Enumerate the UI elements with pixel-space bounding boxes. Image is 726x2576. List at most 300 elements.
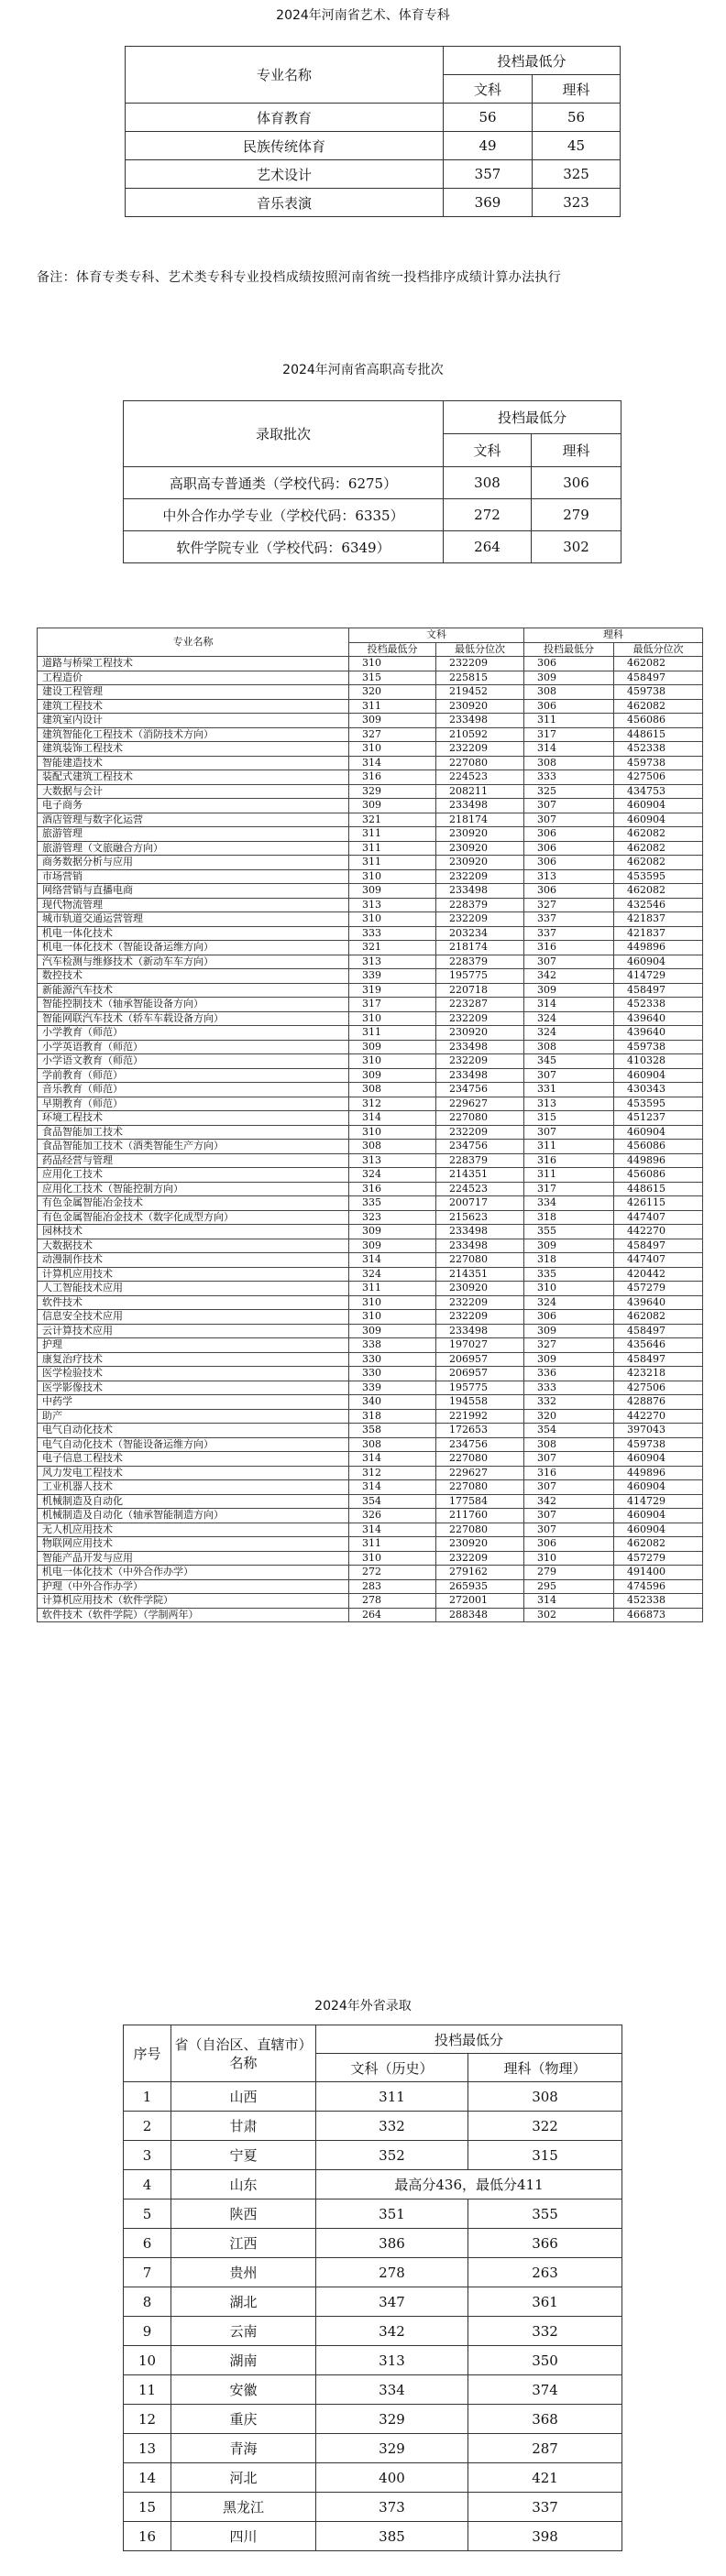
wen-score: 332	[316, 2112, 468, 2141]
li-rank: 449896	[614, 1466, 703, 1480]
table-row	[38, 1395, 703, 1410]
table-row	[124, 2258, 622, 2287]
wen-score: 329	[349, 784, 436, 799]
wen-score: 342	[316, 2317, 468, 2346]
li-rank: 452338	[614, 742, 703, 757]
wen-score: 309	[349, 714, 436, 728]
wen-rank: 195775	[436, 969, 524, 984]
li-score: 307	[524, 955, 614, 969]
li-score: 345	[524, 1054, 614, 1069]
wen-score: 314	[349, 1253, 436, 1268]
wen-rank: 220718	[436, 983, 524, 998]
major-name: 人工智能技术应用	[38, 1282, 349, 1296]
header-wen-score: 投档最低分	[349, 642, 436, 657]
header-like: 理科	[524, 628, 703, 643]
li-rank: 448615	[614, 727, 703, 742]
wen-score: 312	[349, 1097, 436, 1111]
wen-rank: 233498	[436, 799, 524, 813]
table-row	[38, 1196, 703, 1211]
wen-rank: 234756	[436, 1140, 524, 1154]
li-score: 324	[524, 1026, 614, 1041]
province-name: 湖北	[171, 2287, 316, 2317]
li-rank: 451237	[614, 1111, 703, 1126]
table-row	[38, 1494, 703, 1509]
li-rank: 456086	[614, 1140, 703, 1154]
major-name: 学前教育（师范）	[38, 1068, 349, 1083]
li-rank: 458497	[614, 983, 703, 998]
wen-score: 314	[349, 1480, 436, 1495]
li-rank: 462082	[614, 856, 703, 870]
wen-rank: 265935	[436, 1579, 524, 1594]
major-name: 商务数据分析与应用	[38, 856, 349, 870]
wen-score: 358	[349, 1424, 436, 1438]
wen-rank: 211760	[436, 1509, 524, 1523]
li-score: 306	[532, 467, 622, 499]
batch-name: 高职高专普通类（学校代码：6275）	[124, 467, 444, 499]
li-score: 374	[468, 2375, 622, 2405]
li-score: 295	[524, 1579, 614, 1594]
wen-score: 400	[316, 2463, 468, 2493]
wen-score: 333	[349, 926, 436, 941]
table-row	[124, 2405, 622, 2434]
table-row	[38, 1594, 703, 1609]
li-rank: 448615	[614, 1182, 703, 1196]
li-rank: 460904	[614, 813, 703, 827]
wen-score: 308	[444, 467, 532, 499]
wen-score: 316	[349, 1182, 436, 1196]
major-name: 信息安全技术应用	[38, 1310, 349, 1325]
li-rank: 426115	[614, 1196, 703, 1211]
table-row	[38, 955, 703, 969]
table-row	[38, 884, 703, 899]
major-name: 旅游管理	[38, 827, 349, 842]
li-rank: 456086	[614, 1168, 703, 1183]
major-name: 计算机应用技术	[38, 1267, 349, 1282]
wen-score: 310	[349, 1125, 436, 1140]
li-score: 323	[533, 189, 621, 217]
li-rank: 458497	[614, 1324, 703, 1338]
li-rank: 442270	[614, 1225, 703, 1239]
major-name: 汽车检测与维修技术（新动车车方向）	[38, 955, 349, 969]
table-row	[38, 1068, 703, 1083]
table-row	[38, 841, 703, 856]
wen-score: 324	[349, 1267, 436, 1282]
row-no: 4	[124, 2170, 171, 2199]
wen-score: 311	[349, 1537, 436, 1552]
table-row	[38, 1338, 703, 1353]
table-row	[124, 2112, 622, 2141]
wen-rank: 272001	[436, 1594, 524, 1609]
li-rank: 462082	[614, 657, 703, 671]
table-row	[38, 1011, 703, 1026]
row-no: 12	[124, 2405, 171, 2434]
wen-score: 385	[316, 2522, 468, 2551]
li-rank: 432546	[614, 898, 703, 912]
wen-rank: 214351	[436, 1267, 524, 1282]
li-score: 307	[524, 799, 614, 813]
li-score: 308	[468, 2082, 622, 2112]
major-name: 现代物流管理	[38, 898, 349, 912]
wen-rank: 195775	[436, 1381, 524, 1395]
wen-rank: 224523	[436, 1182, 524, 1196]
major-name: 早期教育（师范）	[38, 1097, 349, 1111]
li-score: 355	[468, 2199, 622, 2229]
table-row	[124, 531, 622, 563]
province-name: 宁夏	[171, 2141, 316, 2170]
table-row	[38, 1466, 703, 1480]
li-score: 56	[533, 104, 621, 132]
li-score: 398	[468, 2522, 622, 2551]
li-rank: 449896	[614, 1153, 703, 1168]
li-score: 324	[524, 1011, 614, 1026]
wen-score: 320	[349, 685, 436, 700]
table-row	[38, 856, 703, 870]
wen-rank: 230920	[436, 1282, 524, 1296]
table-row	[38, 727, 703, 742]
wen-score: 309	[349, 799, 436, 813]
major-name: 食品智能加工技术	[38, 1125, 349, 1140]
header-like: 理科	[532, 434, 622, 467]
major-name: 电气自动化技术（智能设备运维方向）	[38, 1437, 349, 1452]
table-row	[38, 1239, 703, 1253]
wen-score: 330	[349, 1367, 436, 1381]
table-row	[126, 132, 621, 160]
wen-rank: 206957	[436, 1367, 524, 1381]
table-row	[124, 499, 622, 531]
li-rank: 474596	[614, 1579, 703, 1594]
wen-rank: 214351	[436, 1168, 524, 1183]
table-row	[38, 1225, 703, 1239]
wen-rank: 232209	[436, 869, 524, 884]
li-rank: 410328	[614, 1054, 703, 1069]
header-major: 专业名称	[38, 628, 349, 657]
li-score: 307	[524, 1125, 614, 1140]
header-wenke: 文科	[349, 628, 524, 643]
wen-rank: 230920	[436, 827, 524, 842]
wen-score: 309	[349, 1239, 436, 1253]
wen-score: 330	[349, 1352, 436, 1367]
section4-title: 2024年外省录取	[314, 1999, 412, 2014]
li-score: 313	[524, 1097, 614, 1111]
wen-rank: 233498	[436, 1239, 524, 1253]
wen-score: 311	[349, 856, 436, 870]
table-row	[124, 2199, 622, 2229]
li-score: 337	[468, 2493, 622, 2522]
table-row	[38, 1182, 703, 1196]
major-name: 建筑智能化工程技术（消防技术方向）	[38, 727, 349, 742]
merged-score: 最高分436，最低分411	[316, 2170, 622, 2199]
li-score: 314	[524, 998, 614, 1012]
wen-rank: 233498	[436, 1324, 524, 1338]
li-score: 306	[524, 884, 614, 899]
province-name: 重庆	[171, 2405, 316, 2434]
wen-rank: 172653	[436, 1424, 524, 1438]
wen-score: 315	[349, 671, 436, 685]
wen-rank: 230920	[436, 1026, 524, 1041]
wen-score: 313	[349, 955, 436, 969]
header-li-score: 投档最低分	[524, 642, 614, 657]
wen-rank: 177584	[436, 1494, 524, 1509]
table-row	[38, 671, 703, 685]
header-li-physics: 理科（物理）	[468, 2054, 622, 2082]
header-min-score: 投档最低分	[316, 2025, 622, 2054]
table-row	[38, 1437, 703, 1452]
table-row	[38, 770, 703, 785]
wen-rank: 203234	[436, 926, 524, 941]
li-rank: 447407	[614, 1210, 703, 1225]
wen-score: 317	[349, 998, 436, 1012]
li-score: 45	[533, 132, 621, 160]
wen-score: 316	[349, 770, 436, 785]
table-row	[124, 2463, 622, 2493]
li-rank: 449896	[614, 941, 703, 955]
major-scores-table	[37, 628, 703, 1622]
li-rank: 459738	[614, 685, 703, 700]
major-name: 机电一体化技术（智能设备运维方向）	[38, 941, 349, 955]
wen-rank: 221992	[436, 1409, 524, 1424]
li-score: 314	[524, 742, 614, 757]
li-rank: 459738	[614, 756, 703, 770]
row-no: 14	[124, 2463, 171, 2493]
li-score: 337	[524, 912, 614, 927]
li-rank: 460904	[614, 1125, 703, 1140]
table-row	[38, 1537, 703, 1552]
li-score: 334	[524, 1196, 614, 1211]
wen-rank: 218174	[436, 941, 524, 955]
major-name: 食品智能加工技术（酒类智能生产方向）	[38, 1140, 349, 1154]
li-score: 355	[524, 1225, 614, 1239]
li-rank: 466873	[614, 1608, 703, 1622]
li-score: 316	[524, 1153, 614, 1168]
major-name: 助产	[38, 1409, 349, 1424]
row-no: 13	[124, 2434, 171, 2463]
li-score: 306	[524, 1310, 614, 1325]
li-score: 315	[524, 1111, 614, 1126]
li-score: 308	[524, 756, 614, 770]
wen-score: 278	[316, 2258, 468, 2287]
major-name: 智能建造技术	[38, 756, 349, 770]
major-name: 电子商务	[38, 799, 349, 813]
table-row	[38, 1579, 703, 1594]
wen-rank: 232209	[436, 1054, 524, 1069]
wen-score: 314	[349, 1111, 436, 1126]
table-row	[38, 1452, 703, 1467]
wen-score: 309	[349, 1225, 436, 1239]
row-no: 11	[124, 2375, 171, 2405]
table-row	[38, 926, 703, 941]
wen-score: 310	[349, 912, 436, 927]
wen-rank: 208211	[436, 784, 524, 799]
table-row	[38, 685, 703, 700]
wen-rank: 227080	[436, 1452, 524, 1467]
li-score: 368	[468, 2405, 622, 2434]
wen-score: 347	[316, 2287, 468, 2317]
li-score: 306	[524, 657, 614, 671]
wen-score: 311	[349, 1026, 436, 1041]
province-name: 四川	[171, 2522, 316, 2551]
wen-score: 309	[349, 1040, 436, 1054]
wen-score: 272	[349, 1566, 436, 1580]
li-rank: 439640	[614, 1011, 703, 1026]
major-name: 康复治疗技术	[38, 1352, 349, 1367]
li-score: 306	[524, 841, 614, 856]
table-row	[38, 1295, 703, 1310]
major-name: 环境工程技术	[38, 1111, 349, 1126]
major-name: 建设工程管理	[38, 685, 349, 700]
header-li-rank: 最低分位次	[614, 642, 703, 657]
major-name: 护理	[38, 1338, 349, 1353]
li-rank: 453595	[614, 1097, 703, 1111]
header-province: 省（自治区、直辖市）名称	[171, 2025, 316, 2082]
li-rank: 414729	[614, 1494, 703, 1509]
major-name: 风力发电工程技术	[38, 1466, 349, 1480]
table-row	[38, 998, 703, 1012]
major-name: 机械制造及自动化（轴承智能制造方向）	[38, 1509, 349, 1523]
li-rank: 420442	[614, 1267, 703, 1282]
wen-score: 327	[349, 727, 436, 742]
wen-rank: 288348	[436, 1608, 524, 1622]
li-rank: 460904	[614, 955, 703, 969]
li-rank: 460904	[614, 1523, 703, 1537]
major-name: 建筑工程技术	[38, 699, 349, 714]
table-row	[38, 869, 703, 884]
province-name: 湖南	[171, 2346, 316, 2375]
wen-rank: 233498	[436, 1040, 524, 1054]
row-no: 2	[124, 2112, 171, 2141]
li-rank: 427506	[614, 770, 703, 785]
wen-score: 351	[316, 2199, 468, 2229]
li-rank: 452338	[614, 998, 703, 1012]
wen-rank: 229627	[436, 1097, 524, 1111]
table-row	[38, 1324, 703, 1338]
li-score: 307	[524, 813, 614, 827]
wen-rank: 200717	[436, 1196, 524, 1211]
li-rank: 462082	[614, 1537, 703, 1552]
wen-rank: 228379	[436, 955, 524, 969]
wen-score: 283	[349, 1579, 436, 1594]
wen-score: 369	[444, 189, 533, 217]
table-row	[126, 104, 621, 132]
table-row	[38, 1523, 703, 1537]
li-rank: 460904	[614, 799, 703, 813]
li-rank: 421837	[614, 926, 703, 941]
li-rank: 439640	[614, 1026, 703, 1041]
table-row	[38, 941, 703, 955]
major-name: 软件技术	[38, 1295, 349, 1310]
li-rank: 452338	[614, 1594, 703, 1609]
table-row	[38, 1267, 703, 1282]
table-row	[124, 2375, 622, 2405]
major-name: 音乐表演	[126, 189, 444, 217]
wen-score: 313	[349, 1153, 436, 1168]
wen-score: 319	[349, 983, 436, 998]
header-like: 理科	[533, 75, 621, 104]
province-name: 安徽	[171, 2375, 316, 2405]
table-row	[124, 2141, 622, 2170]
wen-score: 311	[349, 1282, 436, 1296]
li-score: 311	[524, 1140, 614, 1154]
wen-rank: 194558	[436, 1395, 524, 1410]
li-rank: 462082	[614, 841, 703, 856]
table-row	[124, 2434, 622, 2463]
wen-rank: 234756	[436, 1437, 524, 1452]
table-row	[38, 1083, 703, 1097]
province-name: 山西	[171, 2082, 316, 2112]
province-name: 云南	[171, 2317, 316, 2346]
li-score: 320	[524, 1409, 614, 1424]
major-name: 电气自动化技术	[38, 1424, 349, 1438]
art-sports-table	[125, 46, 621, 217]
table-row	[38, 799, 703, 813]
province-name: 陕西	[171, 2199, 316, 2229]
major-name: 云计算技术应用	[38, 1324, 349, 1338]
table-row	[38, 813, 703, 827]
li-score: 309	[524, 1324, 614, 1338]
li-score: 342	[524, 1494, 614, 1509]
li-score: 314	[524, 1594, 614, 1609]
major-name: 大数据与会计	[38, 784, 349, 799]
wen-score: 373	[316, 2493, 468, 2522]
li-rank: 397043	[614, 1424, 703, 1438]
wen-score: 321	[349, 941, 436, 955]
wen-rank: 232209	[436, 1295, 524, 1310]
li-rank: 439640	[614, 1295, 703, 1310]
table-row	[38, 1381, 703, 1395]
wen-score: 314	[349, 756, 436, 770]
table-row	[38, 983, 703, 998]
li-rank: 462082	[614, 884, 703, 899]
wen-rank: 227080	[436, 1253, 524, 1268]
wen-rank: 225815	[436, 671, 524, 685]
wen-score: 329	[316, 2434, 468, 2463]
major-name: 物联网应用技术	[38, 1537, 349, 1552]
li-score: 308	[524, 1040, 614, 1054]
row-no: 15	[124, 2493, 171, 2522]
li-score: 324	[524, 1295, 614, 1310]
table-row	[38, 714, 703, 728]
li-score: 316	[524, 941, 614, 955]
major-name: 智能控制技术（轴承智能设备方向）	[38, 998, 349, 1012]
li-score: 421	[468, 2463, 622, 2493]
table-row	[38, 1409, 703, 1424]
major-name: 工程造价	[38, 671, 349, 685]
li-score: 279	[524, 1566, 614, 1580]
wen-score: 311	[349, 827, 436, 842]
li-score: 332	[468, 2317, 622, 2346]
major-name: 中药学	[38, 1395, 349, 1410]
li-rank: 421837	[614, 912, 703, 927]
major-name: 小学英语教育（师范）	[38, 1040, 349, 1054]
major-name: 数控技术	[38, 969, 349, 984]
wen-score: 354	[349, 1494, 436, 1509]
li-score: 327	[524, 1338, 614, 1353]
li-rank: 460904	[614, 1068, 703, 1083]
wen-score: 272	[444, 499, 532, 531]
major-name: 软件技术（软件学院）（学制两年）	[38, 1608, 349, 1622]
wen-score: 264	[349, 1608, 436, 1622]
li-score: 316	[524, 1466, 614, 1480]
li-rank: 462082	[614, 827, 703, 842]
major-name: 园林技术	[38, 1225, 349, 1239]
wen-score: 340	[349, 1395, 436, 1410]
major-name: 建筑装饰工程技术	[38, 742, 349, 757]
li-score: 317	[524, 1182, 614, 1196]
wen-rank: 232209	[436, 912, 524, 927]
province-name: 青海	[171, 2434, 316, 2463]
table-row	[38, 1608, 703, 1622]
li-rank: 458497	[614, 671, 703, 685]
li-score: 333	[524, 1381, 614, 1395]
